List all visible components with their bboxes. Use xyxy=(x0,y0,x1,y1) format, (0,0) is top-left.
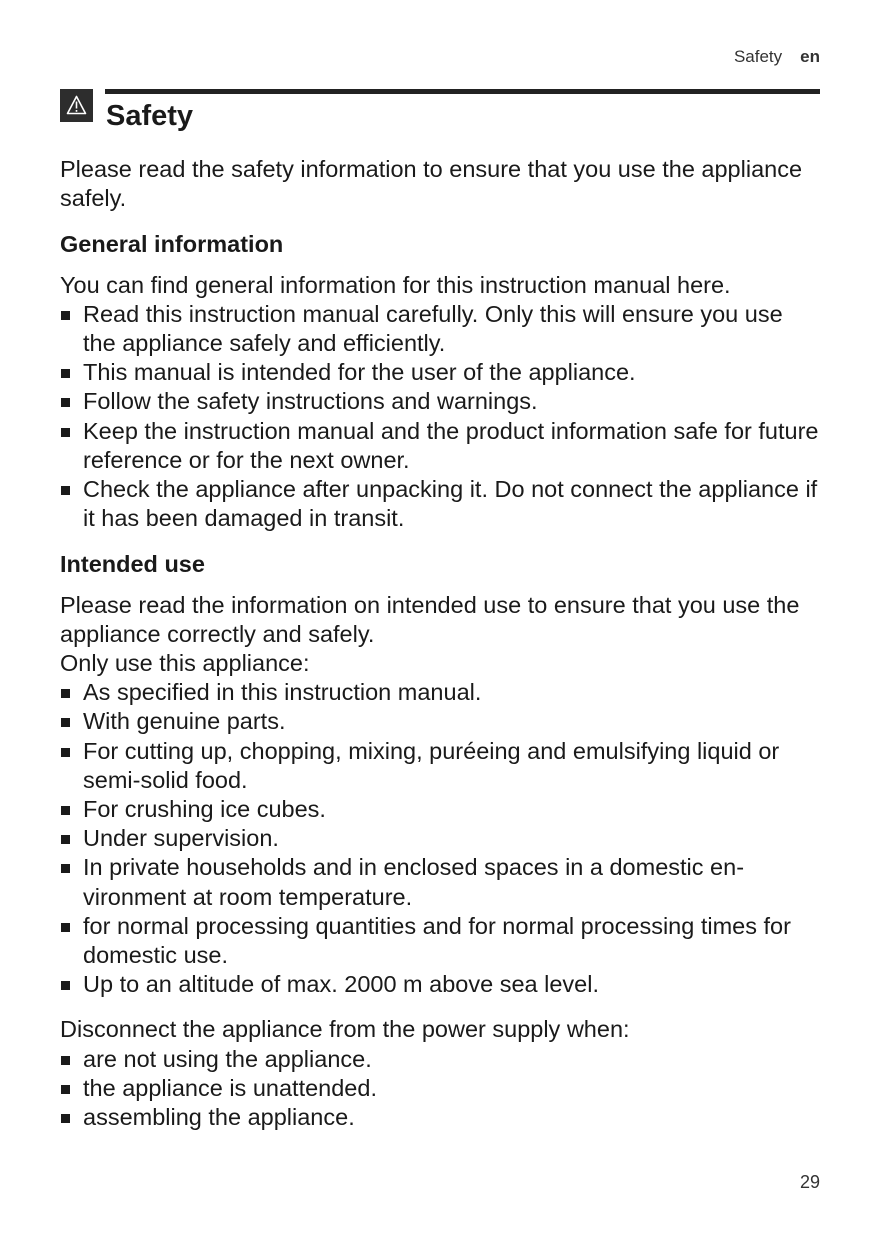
disconnect-list xyxy=(60,1045,820,1133)
list-item: Up to an altitude of max. 2000 m above sea level. xyxy=(60,970,820,999)
list-item: As specified in this instruction manual. xyxy=(60,678,820,707)
paragraph-gap xyxy=(60,999,820,1015)
general-information-list xyxy=(60,300,820,534)
intended-use-lead-2: Only use this appliance: xyxy=(60,650,310,677)
list-item: the appliance is unattended. xyxy=(60,1074,820,1103)
disconnect-lead: Disconnect the appliance from the power supply when: xyxy=(60,1016,630,1043)
safety-content xyxy=(60,155,820,1132)
list-item: Follow the safety instructions and warnings. xyxy=(60,387,820,416)
page-title: Safety xyxy=(106,100,194,132)
general-information-heading: General information xyxy=(60,231,284,258)
intended-use-lead: Please read the information on intended use to ensure that you use the appliance correctly and safely. xyxy=(60,591,800,647)
list-item: Read this instruction manual carefully. Only this will ensure you use the appliance safely and efficiently. xyxy=(60,300,820,358)
list-item: Under supervision. xyxy=(60,824,820,853)
list-item: With genuine parts. xyxy=(60,707,820,736)
running-header-section: Safety xyxy=(733,47,783,66)
intro-paragraph: Please read the safety information to ensure that you use the appliance safely. xyxy=(60,156,803,212)
manual-page xyxy=(60,0,820,1241)
intended-use-list xyxy=(60,678,820,999)
list-item: assembling the appliance. xyxy=(60,1103,820,1132)
list-item: In private households and in enclosed spaces in a domestic environment at room temperature. xyxy=(60,853,820,911)
general-information-lead: You can find general information for this instruction manual here. xyxy=(60,271,731,298)
running-header-language: en xyxy=(800,47,820,66)
intended-use-heading: Intended use xyxy=(60,551,205,578)
list-item: This manual is intended for the user of the appliance. xyxy=(60,358,820,387)
list-item: Keep the instruction manual and the product information safe for future reference or for the next owner. xyxy=(60,417,820,475)
running-header xyxy=(734,47,820,67)
title-rule xyxy=(105,89,820,94)
list-item: for normal processing quantities and for normal processing times for domestic use. xyxy=(60,912,820,970)
list-item: Check the appliance after unpacking it. Do not connect the appliance if it has been damaged in transit. xyxy=(60,475,820,533)
list-item: For crushing ice cubes. xyxy=(60,795,820,824)
list-item: For cutting up, chopping, mixing, puréeing and emulsifying liquid or semi-solid food. xyxy=(60,737,820,795)
page-number: 29 xyxy=(799,1172,820,1192)
warning-triangle-icon xyxy=(60,89,93,122)
list-item: are not using the appliance. xyxy=(60,1045,820,1074)
